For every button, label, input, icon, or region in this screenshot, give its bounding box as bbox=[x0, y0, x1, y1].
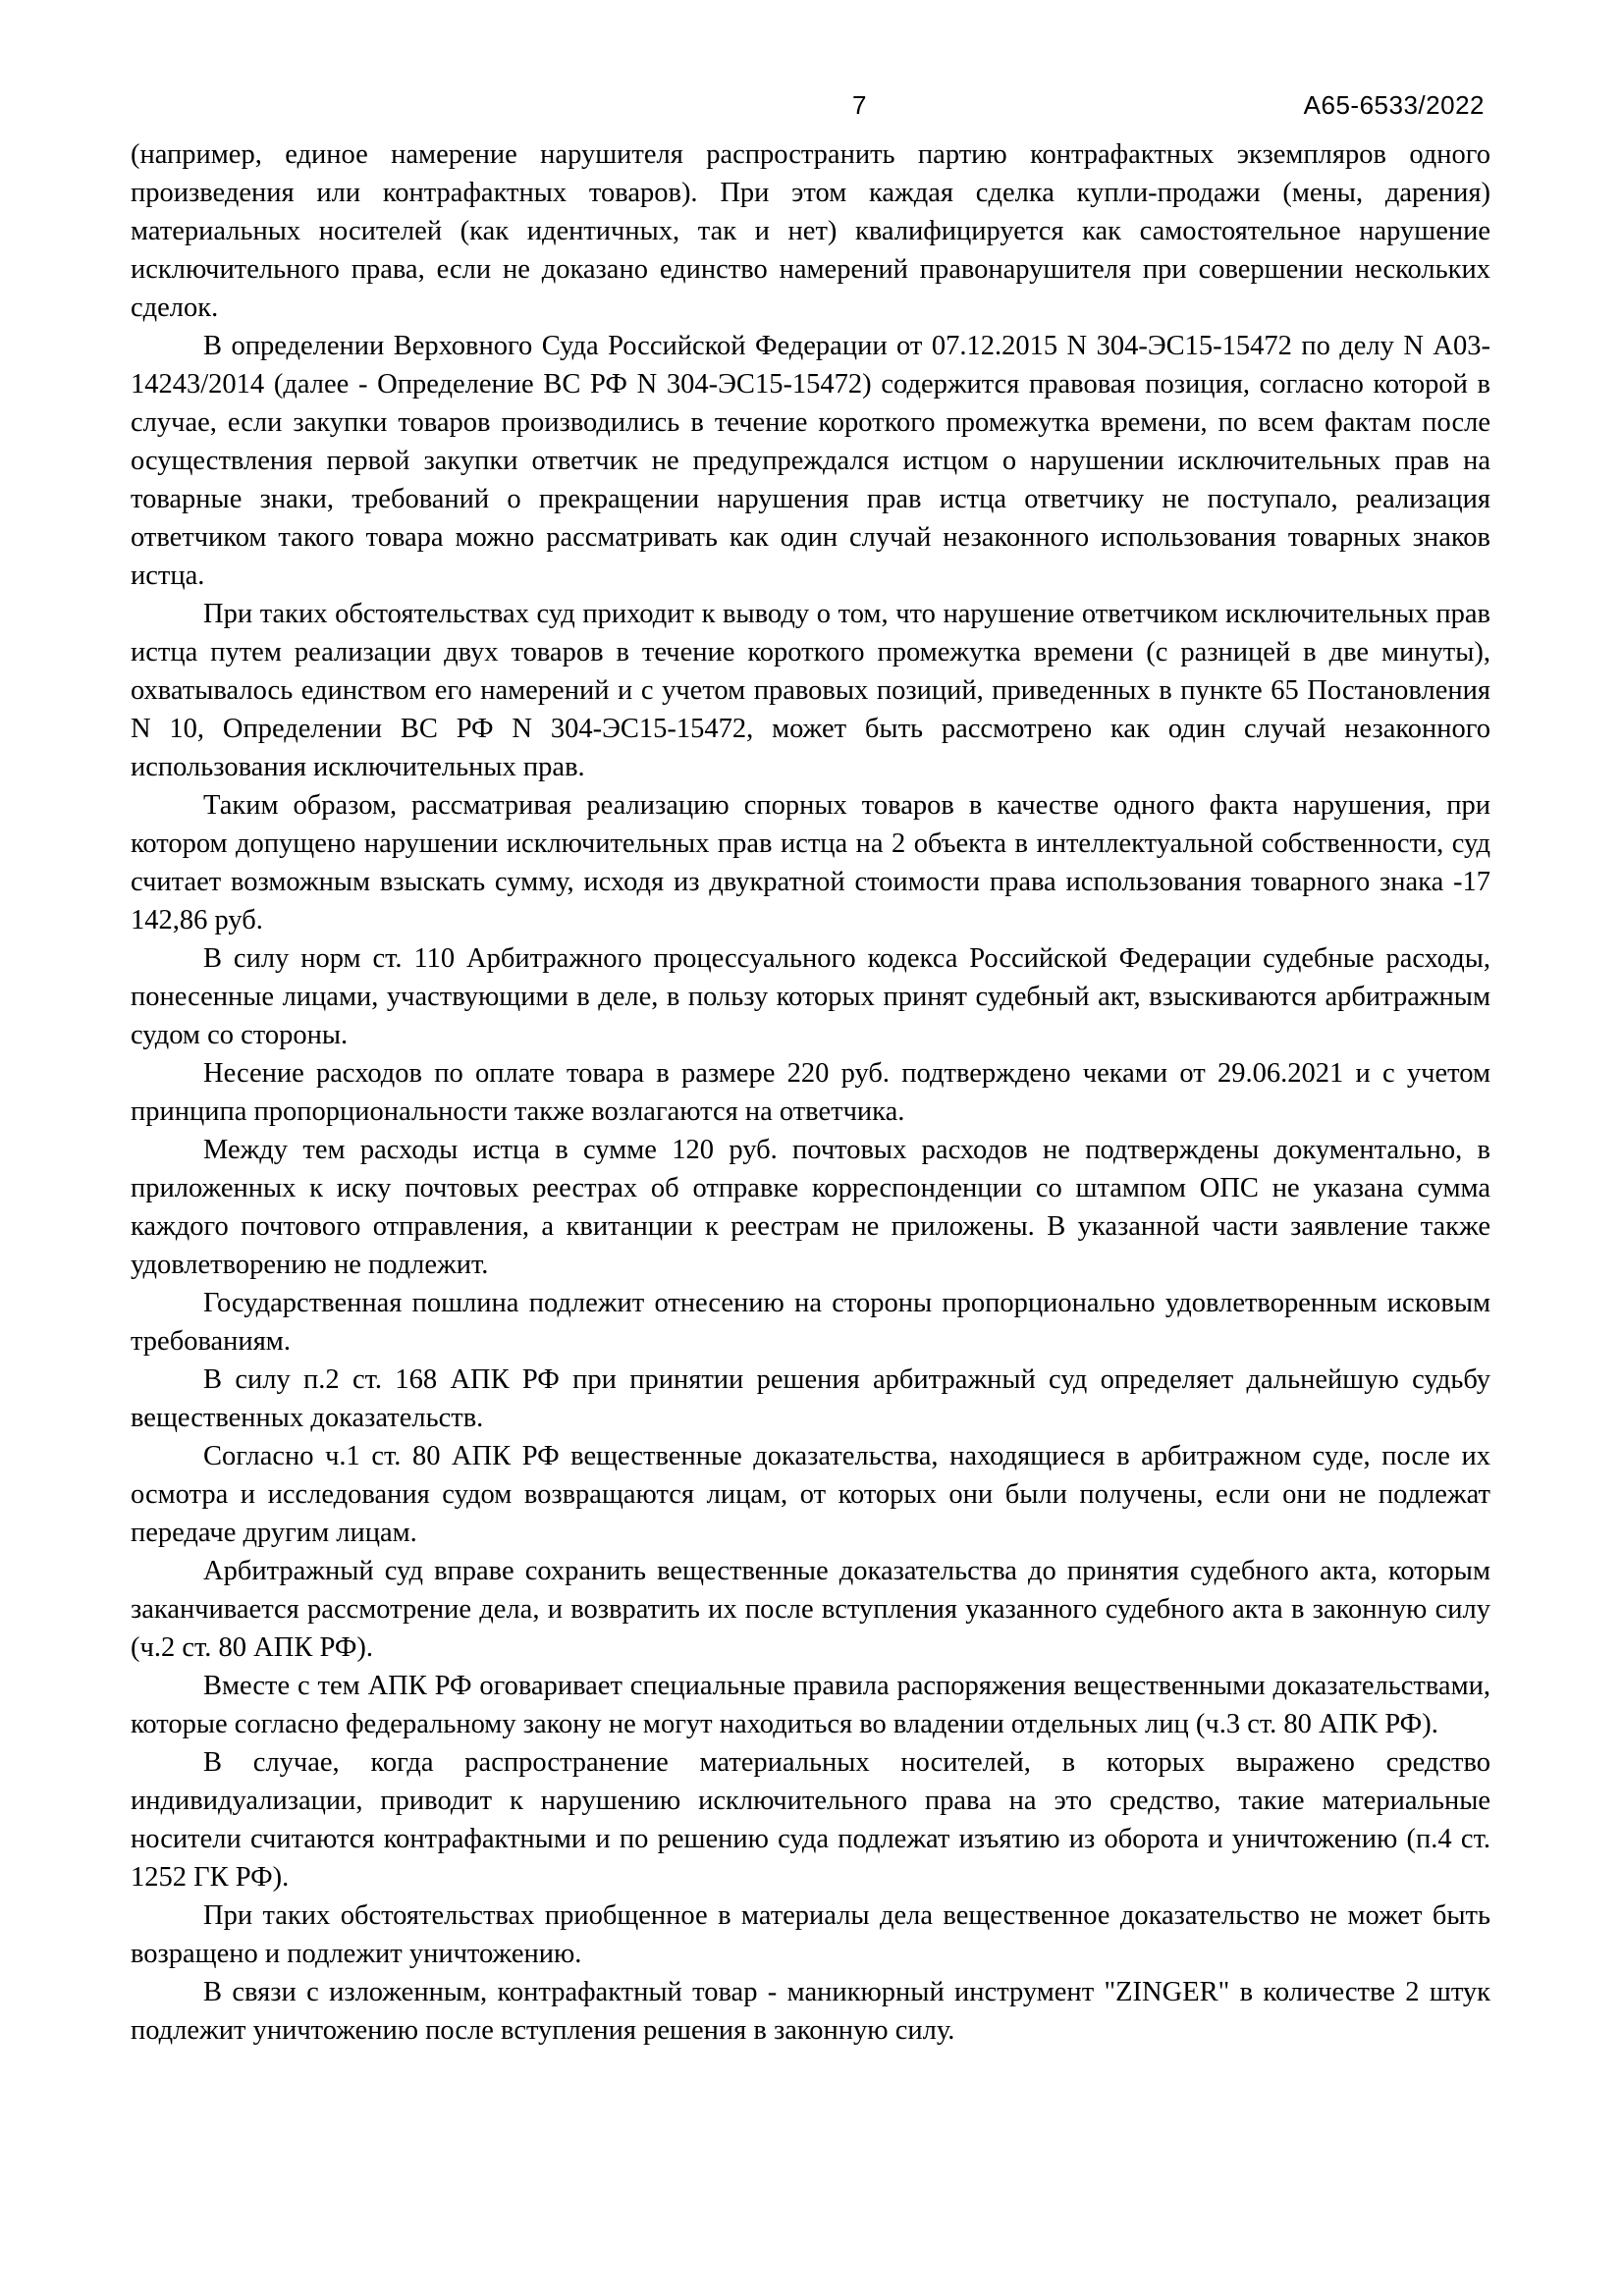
paragraph-10: Согласно ч.1 ст. 80 АПК РФ вещественные доказательства, находящиеся в арбитражном суде, после их осмотра и исследования судом возвращаются лицам, от которых они были получены, если они не подлежат передаче другим лицам. bbox=[131, 1441, 1490, 1548]
paragraph-5: В силу норм ст. 110 Арбитражного процессуального кодекса Российской Федерации судебные расходы, понесенные лицами, участвующими в деле, в пользу которых принят судебный акт, взыскиваются арбитражным судом со стороны. bbox=[131, 943, 1490, 1050]
decision-body-text bbox=[131, 135, 1490, 2050]
paragraph-15: В связи с изложенным, контрафактный товар - маникюрный инструмент "ZINGER" в количестве 2 штук подлежит уничтожению после вступления решения в законную силу. bbox=[131, 1977, 1490, 2046]
paragraph-7: Между тем расходы истца в сумме 120 руб. почтовых расходов не подтверждены документально, в приложенных к иску почтовых реестрах об отправке корреспонденции со штампом ОПС не указана сумма каждого почтового отправления, а квитанции к реестрам не приложены. В указанной части заявление также удовлетворению не подлежит. bbox=[131, 1135, 1490, 1280]
paragraph-3: При таких обстоятельствах суд приходит к выводу о том, что нарушение ответчиком исключительных прав истца путем реализации двух товаров в течение короткого промежутка времени (с разницей в две минуты), охватывалось единством его намерений и с учетом правовых позиций, приведенных в пункте 65 Постановления N 10, Определении ВС РФ N 304-ЭС15-15472, может быть рассмотрено как один случай незаконного использования исключительных прав. bbox=[131, 599, 1490, 782]
case-number: А65-6533/2022 bbox=[1303, 90, 1485, 120]
paragraph-11: Арбитражный суд вправе сохранить вещественные доказательства до принятия судебного акта, которым заканчивается рассмотрение дела, и возвратить их после вступления указанного судебного акта в законную силу (ч.2 ст. 80 АПК РФ). bbox=[131, 1556, 1490, 1663]
paragraph-9: В силу п.2 ст. 168 АПК РФ при принятии решения арбитражный суд определяет дальнейшую судьбу вещественных доказательств. bbox=[131, 1364, 1490, 1433]
paragraph-8: Государственная пошлина подлежит отнесению на стороны пропорционально удовлетворенным исковым требованиям. bbox=[131, 1288, 1490, 1357]
paragraph-4: Таким образом, рассматривая реализацию спорных товаров в качестве одного факта нарушения, при котором допущено нарушении исключительных прав истца на 2 объекта в интеллектуальной собственности, суд считает возможным взыскать сумму, исходя из двукратной стоимости права использования товарного знака -17 142,86 руб. bbox=[131, 790, 1490, 935]
page-number: 7 bbox=[852, 90, 867, 120]
paragraph-12: Вместе с тем АПК РФ оговаривает специальные правила распоряжения вещественными доказательствами, которые согласно федеральному закону не могут находиться во владении отдельных лиц (ч.3 ст. 80 АПК РФ). bbox=[131, 1671, 1490, 1739]
paragraph-14: При таких обстоятельствах приобщенное в материалы дела вещественное доказательство не может быть возращено и подлежит уничтожению. bbox=[131, 1900, 1490, 1969]
page-header bbox=[131, 88, 1490, 128]
paragraph-2: В определении Верховного Суда Российской Федерации от 07.12.2015 N 304-ЭС15-15472 по делу N А03-14243/2014 (далее - Определение ВС РФ N 304-ЭС15-15472) содержится правовая позиция, согласно которой в случае, если закупки товаров производились в течение короткого промежутка времени, по всем фактам после осуществления первой закупки ответчик не предупреждался истцом о нарушении исключительных прав на товарные знаки, требований о прекращении нарушения прав истца ответчику не поступало, реализация ответчиком такого товара можно рассматривать как один случай незаконного использования товарных знаков истца. bbox=[131, 331, 1490, 591]
paragraph-6: Несение расходов по оплате товара в размере 220 руб. подтверждено чеками от 29.06.2021 и с учетом принципа пропорциональности также возлагаются на ответчика. bbox=[131, 1058, 1490, 1127]
paragraph-13: В случае, когда распространение материальных носителей, в которых выражено средство индивидуализации, приводит к нарушению исключительного права на это средство, такие материальные носители считаются контрафактными и по решению суда подлежат изъятию из оборота и уничтожению (п.4 ст. 1252 ГК РФ). bbox=[131, 1747, 1490, 1893]
paragraph-1: (например, единое намерение нарушителя распространить партию контрафактных экземпляров одного произведения или контрафактных товаров). При этом каждая сделка купли-продажи (мены, дарения) материальных носителей (как идентичных, так и нет) квалифицируется как самостоятельное нарушение исключительного права, если не доказано единство намерений правонарушителя при совершении нескольких сделок. bbox=[131, 139, 1490, 323]
